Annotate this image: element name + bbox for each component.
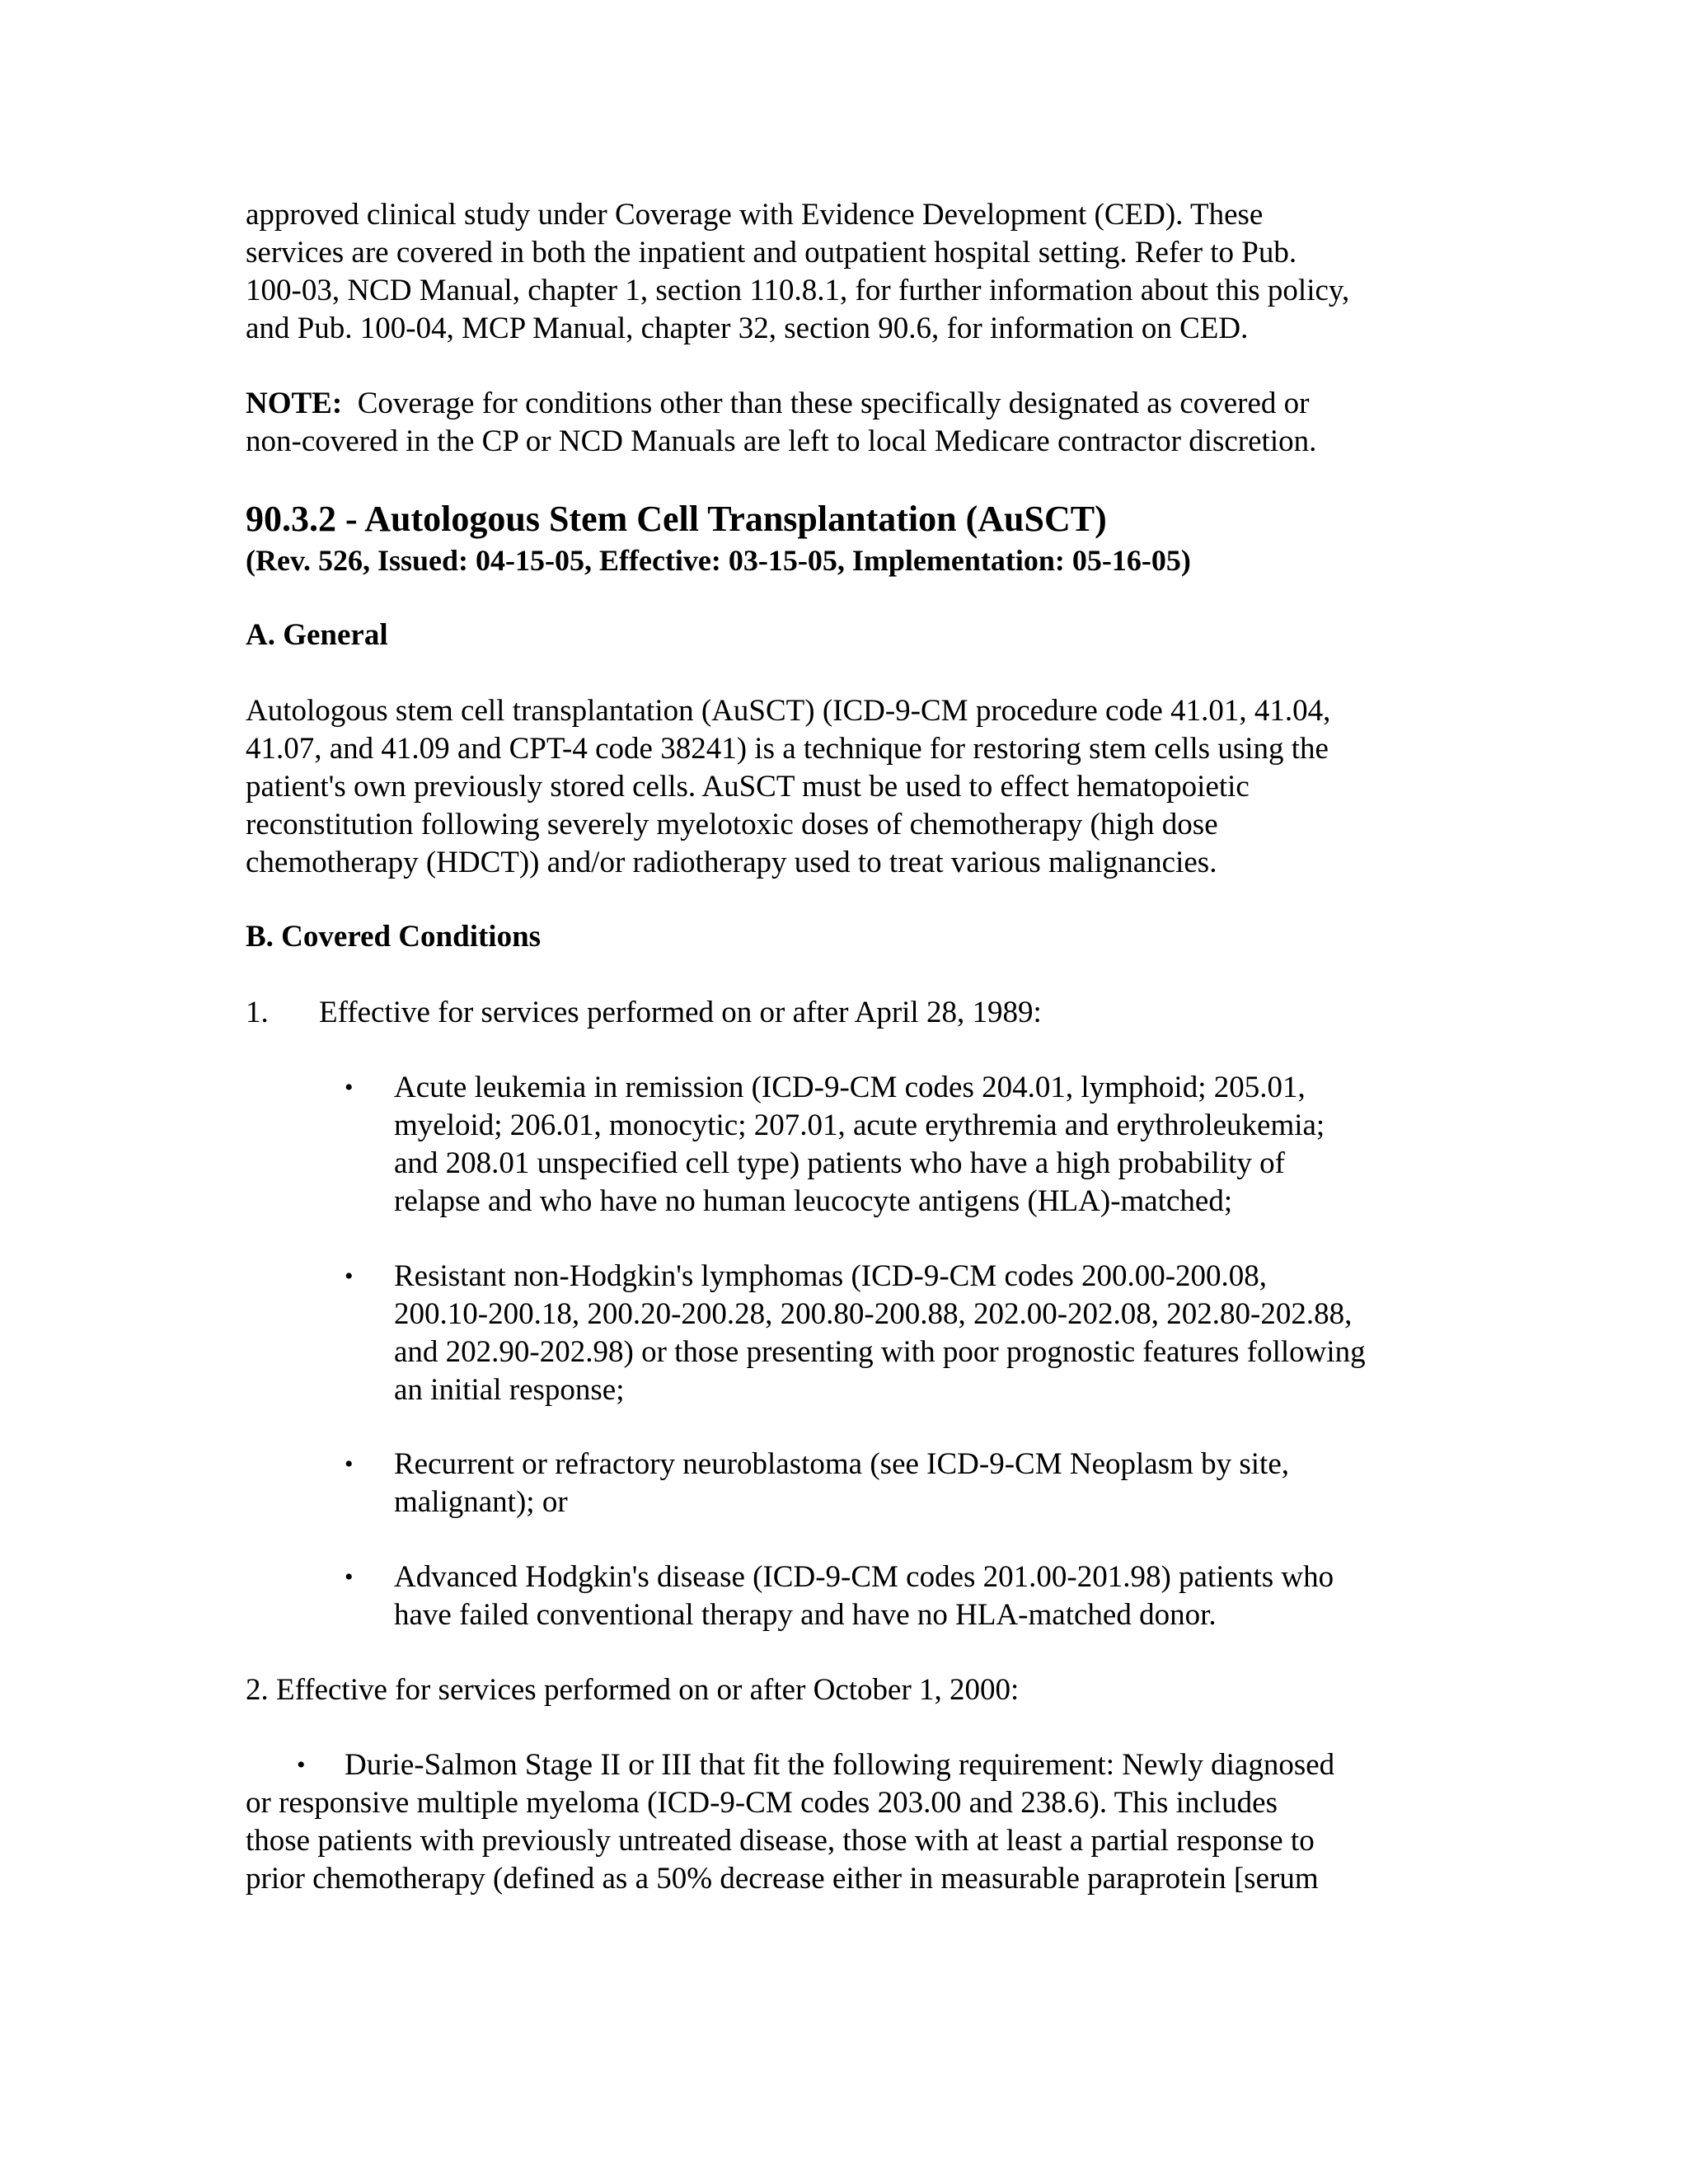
bullet-icon: • (345, 1263, 354, 1290)
general-line: reconstitution following severely myelotoxic doses of chemotherapy (high dose (246, 808, 1218, 841)
item2-text: 2. Effective for services performed on or after October 1, 2000: (246, 1673, 1020, 1707)
intro-paragraph (246, 196, 1449, 348)
bullet-icon: • (345, 1451, 354, 1478)
bullet-line: those patients with previously untreated disease, those with at least a partial response to (246, 1824, 1315, 1858)
general-line: chemotherapy (HDCT)) and/or radiotherapy used to treat various malignancies. (246, 846, 1217, 879)
covered-heading: B. Covered Conditions (246, 920, 542, 954)
note-text: Coverage for conditions other than these specifically designated as covered or (342, 387, 1310, 420)
bullet-line: prior chemotherapy (defined as a 50% decrease either in measurable paraprotein [serum (246, 1862, 1319, 1896)
bullet-line: relapse and who have no human leucocyte antigens (HLA)-matched; (394, 1184, 1233, 1218)
section-title: 90.3.2 - Autologous Stem Cell Transplantation (AuSCT) (246, 499, 1107, 539)
bullet-line: 200.10-200.18, 200.20-200.28, 200.80-200.88, 202.00-202.08, 202.80-202.88, (394, 1297, 1353, 1331)
bullet-icon: • (297, 1751, 306, 1779)
intro-line: approved clinical study under Coverage with Evidence Development (CED). These (246, 198, 1264, 232)
bullet-item (345, 1258, 1449, 1409)
bullet-item (345, 1069, 1449, 1221)
bullet-line: Acute leukemia in remission (ICD-9-CM codes 204.01, lymphoid; 205.01, (394, 1071, 1306, 1104)
bullet-icon: • (345, 1563, 354, 1591)
bullet-item (345, 1446, 1449, 1521)
general-line: Autologous stem cell transplantation (AuSCT) (ICD-9-CM procedure code 41.01, 41.04, (246, 694, 1331, 728)
bullet-icon: • (345, 1074, 354, 1101)
general-heading: A. General (246, 618, 388, 652)
bullet-line: an initial response; (394, 1373, 625, 1407)
bullet-line: and 208.01 unspecified cell type) patients who have a high probability of (394, 1146, 1285, 1180)
bullet-line: have failed conventional therapy and have no HLA-matched donor. (394, 1598, 1217, 1632)
general-line: 41.07, and 41.09 and CPT-4 code 38241) is a technique for restoring stem cells using the (246, 732, 1329, 766)
intro-line: services are covered in both the inpatient and outpatient hospital setting. Refer to Pub. (246, 236, 1297, 269)
intro-line: 100-03, NCD Manual, chapter 1, section 110.8.1, for further information about this policy, (246, 274, 1350, 307)
bullet-text (394, 1258, 1366, 1409)
general-paragraph (246, 692, 1449, 882)
bullet-text (394, 1558, 1334, 1634)
bullet-line: or responsive multiple myeloma (ICD-9-CM codes 203.00 and 238.6). This includes (246, 1786, 1278, 1820)
bullet-line: malignant); or (394, 1485, 568, 1519)
section-revision: (Rev. 526, Issued: 04-15-05, Effective: 03-15-05, Implementation: 05-16-05) (246, 544, 1191, 577)
general-line: patient's own previously stored cells. AuSCT must be used to effect hematopoietic (246, 770, 1250, 804)
note-label: NOTE: (246, 387, 343, 420)
item2-bullet-first-line: Durie-Salmon Stage II or III that fit the following requirement: Newly diagnosed (345, 1748, 1335, 1782)
note-line (246, 385, 1449, 423)
bullet-item (345, 1558, 1449, 1634)
bullet-line: and 202.90-202.98) or those presenting with poor prognostic features following (394, 1335, 1366, 1369)
note-line: non-covered in the CP or NCD Manuals are left to local Medicare contractor discretion. (246, 424, 1317, 458)
bullet-line: Advanced Hodgkin's disease (ICD-9-CM codes 201.00-201.98) patients who (394, 1560, 1334, 1594)
intro-line: and Pub. 100-04, MCP Manual, chapter 32, section 90.6, for information on CED. (246, 312, 1249, 345)
bullet-line: Resistant non-Hodgkin's lymphomas (ICD-9-CM codes 200.00-200.08, (394, 1259, 1268, 1293)
note-paragraph (246, 385, 1449, 461)
bullet-text (394, 1446, 1289, 1521)
item1-text: Effective for services performed on or after April 28, 1989: (319, 996, 1042, 1029)
bullet-text (394, 1069, 1325, 1221)
bullet-line: Recurrent or refractory neuroblastoma (see ICD-9-CM Neoplasm by site, (394, 1447, 1290, 1481)
bullet-line: myeloid; 206.01, monocytic; 207.01, acute erythremia and erythroleukemia; (394, 1108, 1325, 1142)
item2-bullet-continuation (246, 1784, 1449, 1898)
item1-number: 1. (246, 996, 269, 1029)
